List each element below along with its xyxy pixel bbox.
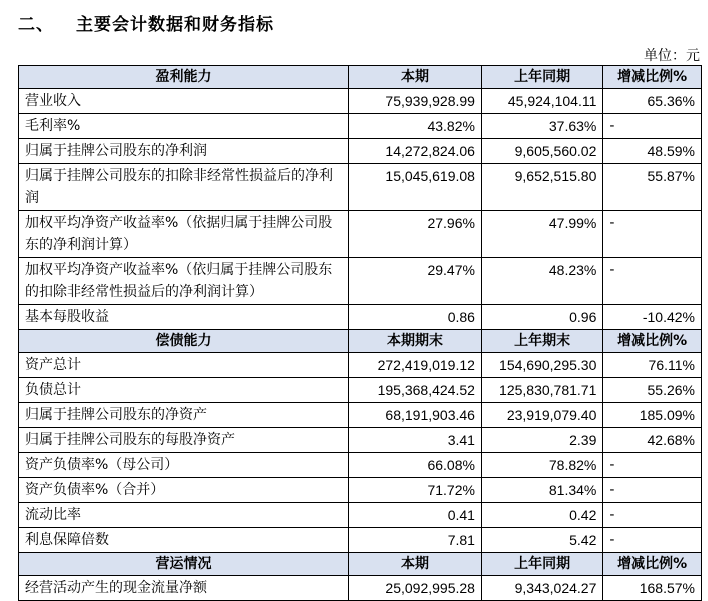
prior-value: 9,605,560.02 bbox=[481, 139, 602, 164]
row-label: 归属于挂牌公司股东的扣除非经常性损益后的净利润 bbox=[19, 164, 349, 211]
prior-value: 5.42 bbox=[481, 528, 602, 553]
row-label: 基本每股收益 bbox=[19, 305, 349, 330]
row-label: 加权平均净资产收益率%（依据归属于挂牌公司股东的净利润计算） bbox=[19, 211, 349, 258]
prior-value: 9,652,515.80 bbox=[481, 164, 602, 211]
change-percent: - bbox=[603, 453, 702, 478]
current-value: 14,272,824.06 bbox=[349, 139, 482, 164]
table-row bbox=[19, 114, 702, 139]
header-cell: 上年同期 bbox=[481, 553, 602, 576]
prior-value: 45,924,104.11 bbox=[481, 89, 602, 114]
table-row bbox=[19, 353, 702, 378]
header-cell: 偿债能力 bbox=[19, 330, 349, 353]
header-cell: 营运情况 bbox=[19, 553, 349, 576]
table-row bbox=[19, 258, 702, 305]
prior-value: 0.96 bbox=[481, 305, 602, 330]
table-row bbox=[19, 89, 702, 114]
row-label: 负债总计 bbox=[19, 378, 349, 403]
change-percent: -10.42% bbox=[603, 305, 702, 330]
section-header-row bbox=[19, 330, 702, 353]
header-cell: 增减比例% bbox=[603, 553, 702, 576]
header-cell: 本期期末 bbox=[349, 330, 482, 353]
row-label: 资产负债率%（合并） bbox=[19, 478, 349, 503]
current-value: 272,419,019.12 bbox=[349, 353, 482, 378]
row-label: 归属于挂牌公司股东的净资产 bbox=[19, 403, 349, 428]
table-row bbox=[19, 576, 702, 601]
row-label: 经营活动产生的现金流量净额 bbox=[19, 576, 349, 601]
current-value: 0.86 bbox=[349, 305, 482, 330]
section-heading bbox=[18, 10, 274, 35]
table-row bbox=[19, 453, 702, 478]
current-value: 15,045,619.08 bbox=[349, 164, 482, 211]
table-row bbox=[19, 403, 702, 428]
change-percent: 185.09% bbox=[603, 403, 702, 428]
section-header-row bbox=[19, 66, 702, 89]
change-percent: 168.57% bbox=[603, 576, 702, 601]
header-cell: 本期 bbox=[349, 66, 482, 89]
prior-value: 0.42 bbox=[481, 503, 602, 528]
prior-value: 81.34% bbox=[481, 478, 602, 503]
change-percent: 55.26% bbox=[603, 378, 702, 403]
row-label: 归属于挂牌公司股东的每股净资产 bbox=[19, 428, 349, 453]
table-row bbox=[19, 528, 702, 553]
change-percent: - bbox=[603, 114, 702, 139]
prior-value: 48.23% bbox=[481, 258, 602, 305]
table-row bbox=[19, 305, 702, 330]
current-value: 27.96% bbox=[349, 211, 482, 258]
row-label: 加权平均净资产收益率%（依归属于挂牌公司股东的扣除非经常性损益后的净利润计算） bbox=[19, 258, 349, 305]
table-row bbox=[19, 164, 702, 211]
prior-value: 78.82% bbox=[481, 453, 602, 478]
row-label: 利息保障倍数 bbox=[19, 528, 349, 553]
prior-value: 154,690,295.30 bbox=[481, 353, 602, 378]
prior-value: 23,919,079.40 bbox=[481, 403, 602, 428]
row-label: 流动比率 bbox=[19, 503, 349, 528]
prior-value: 37.63% bbox=[481, 114, 602, 139]
table-row bbox=[19, 139, 702, 164]
table-row bbox=[19, 428, 702, 453]
table-row bbox=[19, 211, 702, 258]
header-cell: 上年同期 bbox=[481, 66, 602, 89]
section-header-row bbox=[19, 553, 702, 576]
current-value: 3.41 bbox=[349, 428, 482, 453]
current-value: 0.41 bbox=[349, 503, 482, 528]
current-value: 7.81 bbox=[349, 528, 482, 553]
current-value: 75,939,928.99 bbox=[349, 89, 482, 114]
row-label: 归属于挂牌公司股东的净利润 bbox=[19, 139, 349, 164]
change-percent: 42.68% bbox=[603, 428, 702, 453]
section-number: 二、 bbox=[18, 15, 54, 35]
row-label: 资产负债率%（母公司） bbox=[19, 453, 349, 478]
change-percent: - bbox=[603, 258, 702, 305]
row-label: 营业收入 bbox=[19, 89, 349, 114]
current-value: 43.82% bbox=[349, 114, 482, 139]
prior-value: 47.99% bbox=[481, 211, 602, 258]
change-percent: 76.11% bbox=[603, 353, 702, 378]
table-row bbox=[19, 503, 702, 528]
change-percent: 65.36% bbox=[603, 89, 702, 114]
change-percent: - bbox=[603, 211, 702, 258]
header-cell: 本期 bbox=[349, 553, 482, 576]
current-value: 195,368,424.52 bbox=[349, 378, 482, 403]
table-row bbox=[19, 478, 702, 503]
change-percent: 55.87% bbox=[603, 164, 702, 211]
prior-value: 9,343,024.27 bbox=[481, 576, 602, 601]
change-percent: 48.59% bbox=[603, 139, 702, 164]
change-percent: - bbox=[603, 478, 702, 503]
current-value: 71.72% bbox=[349, 478, 482, 503]
header-cell: 盈利能力 bbox=[19, 66, 349, 89]
change-percent: - bbox=[603, 528, 702, 553]
table-row bbox=[19, 378, 702, 403]
row-label: 资产总计 bbox=[19, 353, 349, 378]
section-title: 主要会计数据和财务指标 bbox=[76, 15, 274, 35]
header-cell: 增减比例% bbox=[603, 66, 702, 89]
current-value: 66.08% bbox=[349, 453, 482, 478]
current-value: 25,092,995.28 bbox=[349, 576, 482, 601]
header-cell: 增减比例% bbox=[603, 330, 702, 353]
row-label: 毛利率% bbox=[19, 114, 349, 139]
current-value: 29.47% bbox=[349, 258, 482, 305]
current-value: 68,191,903.46 bbox=[349, 403, 482, 428]
change-percent: - bbox=[603, 503, 702, 528]
prior-value: 125,830,781.71 bbox=[481, 378, 602, 403]
unit-label: 单位：元 bbox=[644, 48, 700, 64]
header-cell: 上年期末 bbox=[481, 330, 602, 353]
financial-indicators-table bbox=[18, 65, 702, 601]
prior-value: 2.39 bbox=[481, 428, 602, 453]
